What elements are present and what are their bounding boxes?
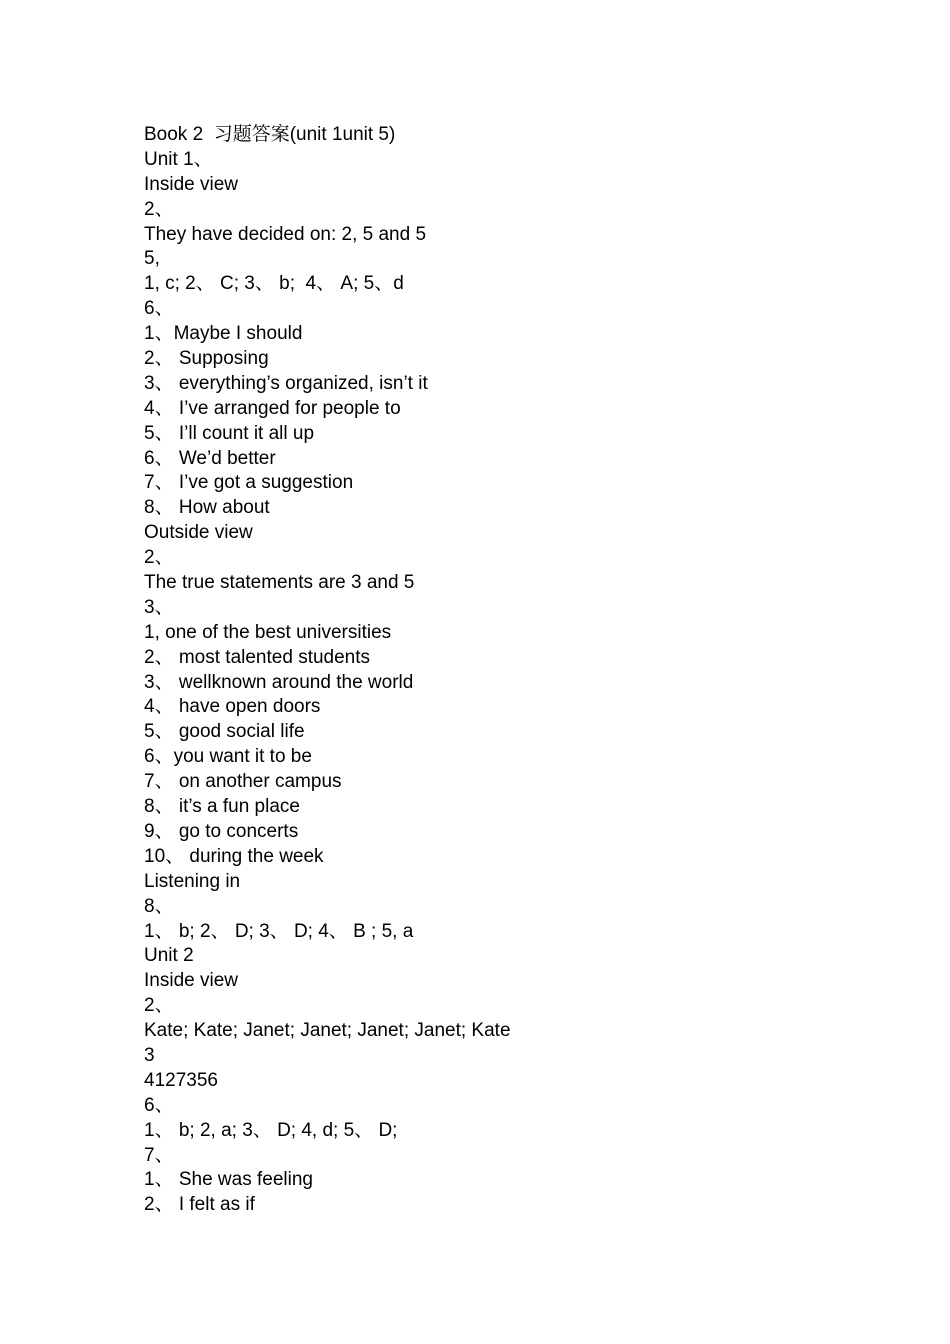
section-heading: Inside view — [144, 173, 238, 195]
exercise-number: 3、 — [144, 596, 174, 618]
section-heading: Listening in — [144, 870, 241, 892]
answer-line: 1、 She was feeling — [144, 1169, 313, 1191]
answer-line: 4、 I’ve arranged for people to — [144, 397, 401, 419]
exercise-number: 3 — [144, 1044, 155, 1066]
answer-line: 8、 How about — [144, 497, 270, 519]
document-body — [144, 123, 904, 1218]
answer-line: 6、you want it to be — [144, 746, 312, 768]
answer-line: 7、 I’ve got a suggestion — [144, 472, 354, 494]
answer-line: Kate; Kate; Janet; Janet; Janet; Janet; Kate — [144, 1020, 511, 1042]
answer-line: 7、 on another campus — [144, 771, 342, 793]
section-heading: Inside view — [144, 970, 238, 992]
answer-line: 10、 during the week — [144, 845, 324, 867]
answer-line: The true statements are 3 and 5 — [144, 572, 415, 594]
answer-line: 2、 I felt as if — [144, 1194, 255, 1216]
exercise-number: 5, — [144, 248, 160, 270]
answer-line: 4127356 — [144, 1069, 218, 1091]
section-heading: Outside view — [144, 522, 253, 544]
answer-line: 3、 wellknown around the world — [144, 671, 414, 693]
answer-line: 6、 We’d better — [144, 447, 276, 469]
answer-line: 5、 I’ll count it all up — [144, 422, 315, 444]
answer-line: 1, one of the best universities — [144, 621, 392, 643]
exercise-number: 7、 — [144, 1144, 174, 1166]
answer-line: 5、 good social life — [144, 721, 305, 743]
exercise-number: 8、 — [144, 895, 174, 917]
answer-line: 1、Maybe I should — [144, 323, 303, 345]
answer-line: 1、 b; 2、 D; 3、 D; 4、 B ; 5, a — [144, 920, 414, 942]
answer-line: 3、 everything’s organized, isn’t it — [144, 372, 428, 394]
answer-line: 8、 it’s a fun place — [144, 796, 300, 818]
unit-1-heading: Unit 1、 — [144, 148, 213, 170]
answer-line: They have decided on: 2, 5 and 5 — [144, 223, 427, 245]
doc-title: Book 2 习题答案(unit 1unit 5) — [144, 124, 396, 145]
answer-line: 4、 have open doors — [144, 696, 321, 718]
exercise-number: 6、 — [144, 1094, 174, 1116]
exercise-number: 6、 — [144, 298, 174, 320]
exercise-number: 2、 — [144, 547, 174, 569]
answer-line: 1、 b; 2, a; 3、 D; 4, d; 5、 D; — [144, 1119, 398, 1141]
exercise-number: 2、 — [144, 198, 174, 220]
exercise-number: 2、 — [144, 995, 174, 1017]
answer-line: 2、 Supposing — [144, 348, 269, 370]
answer-line: 9、 go to concerts — [144, 820, 299, 842]
unit-2-heading: Unit 2 — [144, 945, 194, 967]
answer-line: 2、 most talented students — [144, 646, 371, 668]
answer-line: 1, c; 2、 C; 3、 b; 4、 A; 5、d — [144, 273, 404, 295]
